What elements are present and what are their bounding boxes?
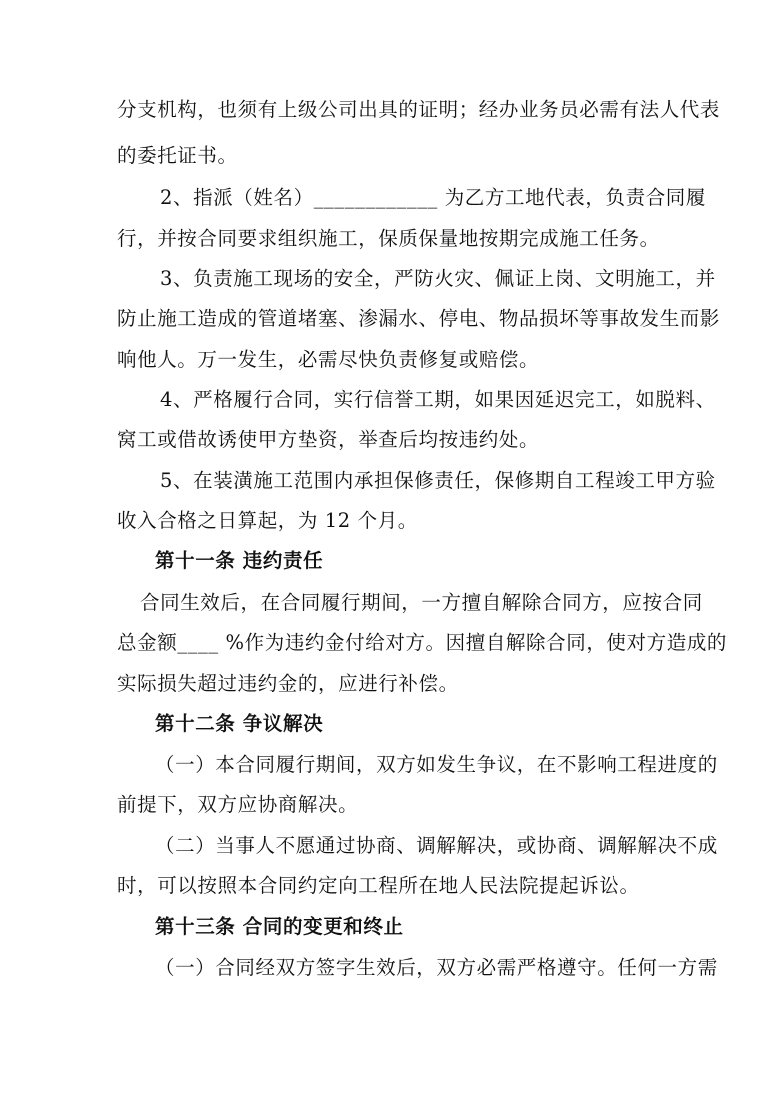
text-line: 窝工或借故诱使甲方垫资，举查后均按违约处。 [117, 428, 540, 451]
text-line: 实际损失超过违约金的，应进行补偿。 [117, 672, 459, 695]
text-line: （二）当事人不愿通过协商、调解解决，或协商、调解解决不成 [155, 834, 718, 857]
text-line: 总金额____ %作为违约金付给对方。因擅自解除合同，使对方造成的 [117, 631, 728, 654]
text-line: 前提下，双方应协商解决。 [117, 793, 359, 816]
text-line: 行，并按合同要求组织施工，保质保量地按期完成施工任务。 [117, 227, 660, 250]
text-line: 合同生效后，在合同履行期间，一方擅自解除合同方，应按合同 [140, 591, 703, 614]
text-line: 4、严格履行合同，实行信誉工期，如果因延迟完工，如脱料、 [160, 388, 716, 411]
text-line: 响他人。万一发生，必需尽快负责修复或赔偿。 [117, 348, 540, 371]
text-line: 的委托证书。 [117, 144, 238, 167]
text-line: （一）本合同履行期间，双方如发生争议，在不影响工程进度的 [155, 753, 718, 776]
text-line: 防止施工造成的管道堵塞、渗漏水、停电、物品损坏等事故发生而影 [117, 307, 721, 330]
text-line: 分支机构，也须有上级公司出具的证明；经办业务员必需有法人代表 [117, 98, 721, 121]
text-line: 2、指派（姓名）____________ 为乙方工地代表，负责合同履 [160, 186, 707, 209]
text-line: 收入合格之日算起，为 12 个月。 [117, 509, 418, 532]
section-heading: 第十二条 争议解决 [155, 712, 324, 735]
text-line: 时，可以按照本合同约定向工程所在地人民法院提起诉讼。 [117, 874, 640, 897]
text-line: （一）合同经双方签字生效后，双方必需严格遵守。任何一方需 [155, 956, 718, 979]
text-line: 3、负责施工现场的安全，严防火灾、佩证上岗、文明施工，并 [160, 267, 716, 290]
section-heading: 第十一条 违约责任 [155, 549, 324, 572]
section-heading: 第十三条 合同的变更和终止 [155, 915, 404, 938]
text-line: 5、在装潢施工范围内承担保修责任，保修期自工程竣工甲方验 [160, 469, 716, 492]
